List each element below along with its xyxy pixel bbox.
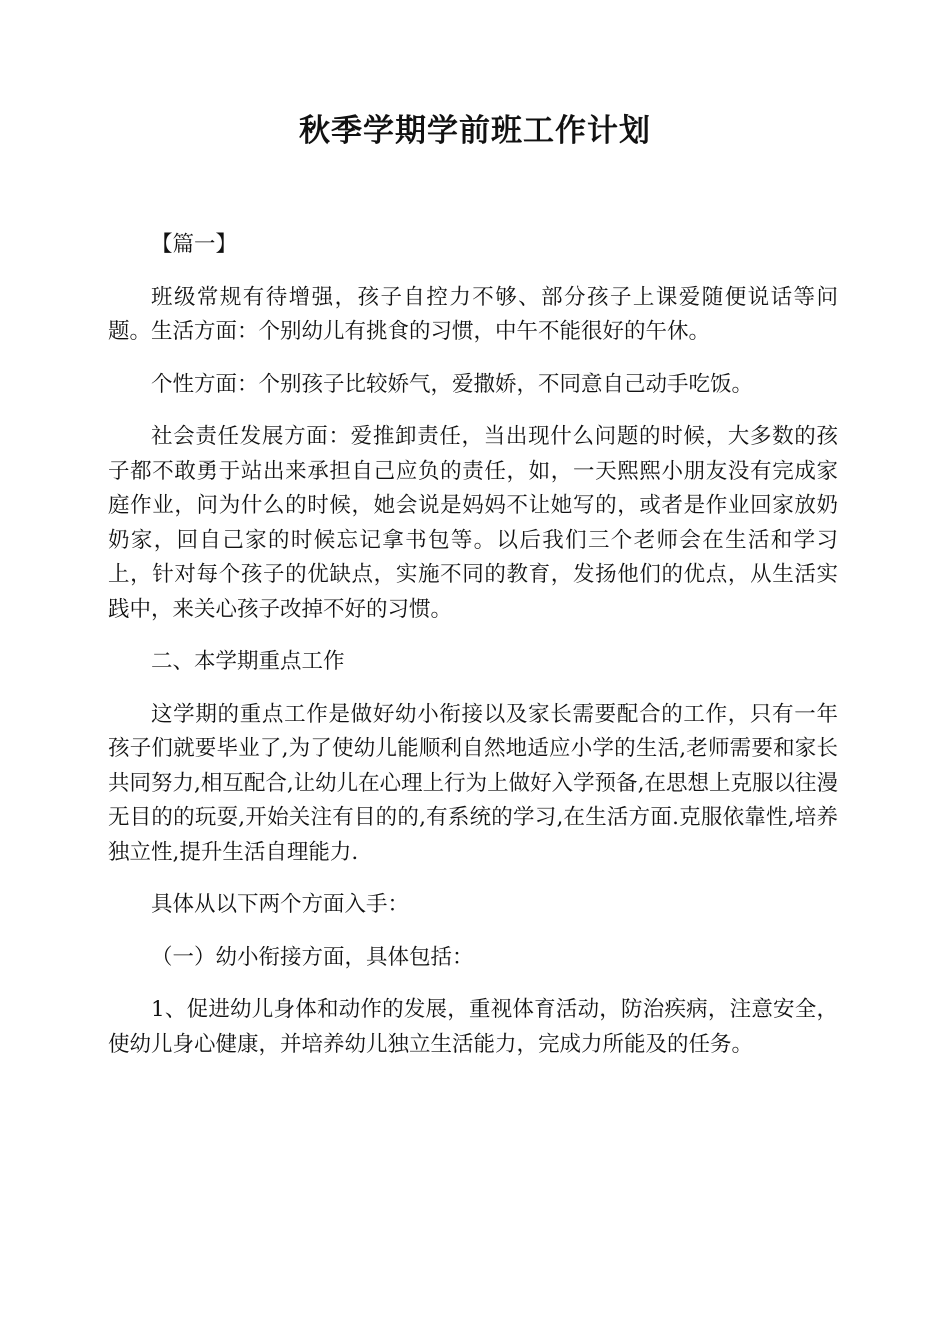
paragraph: 班级常规有待增强，孩子自控力不够、部分孩子上课爱随便说话等问题。生活方面：个别幼儿有挑食的习惯，中午不能很好的午休。 [108, 284, 838, 344]
section-label: 【篇一】 [151, 232, 238, 257]
paragraph: 社会责任发展方面：爱推卸责任，当出现什么问题的时候，大多数的孩子都不敢勇于站出来承担自己应负的责任，如，一天熙熙小朋友没有完成家庭作业，问为什么的时候，她会说是妈妈不让她写的，或者是作业回家放奶奶家，回自己家的时候忘记拿书包等。以后我们三个老师会在生活和学习上，针对每个孩子的优缺点，实施不同的教育，发扬他们的优点，从生活实践中，来关心孩子改掉不好的习惯。 [108, 424, 838, 622]
subsection-heading: （一）幼小衔接方面，具体包括： [151, 944, 474, 970]
document-title: 秋季学期学前班工作计划 [299, 113, 651, 149]
paragraph: 这学期的重点工作是做好幼小衔接以及家长需要配合的工作，只有一年孩子们就要毕业了,为了使幼儿能顺利自然地适应小学的生活,老师需要和家长共同努力,相互配合,让幼儿在心理上行为上做好入学预备,在思想上克服以往漫无目的的玩耍,开始关注有目的的,有系统的学习,在生活方面.克服依靠性,培养独立性,提升生活自理能力. [108, 701, 839, 865]
section-heading: 二、本学期重点工作 [151, 649, 345, 674]
paragraph: 1、促进幼儿身体和动作的发展，重视体育活动，防治疾病，注意安全，使幼儿身心健康，并培养幼儿独立生活能力，完成力所能及的任务。 [108, 997, 838, 1057]
paragraph: 具体从以下两个方面入手： [151, 892, 410, 917]
document-body [108, 228, 838, 1080]
paragraph: 个性方面：个别孩子比较娇气，爱撒娇，不同意自己动手吃饭。 [151, 371, 754, 397]
